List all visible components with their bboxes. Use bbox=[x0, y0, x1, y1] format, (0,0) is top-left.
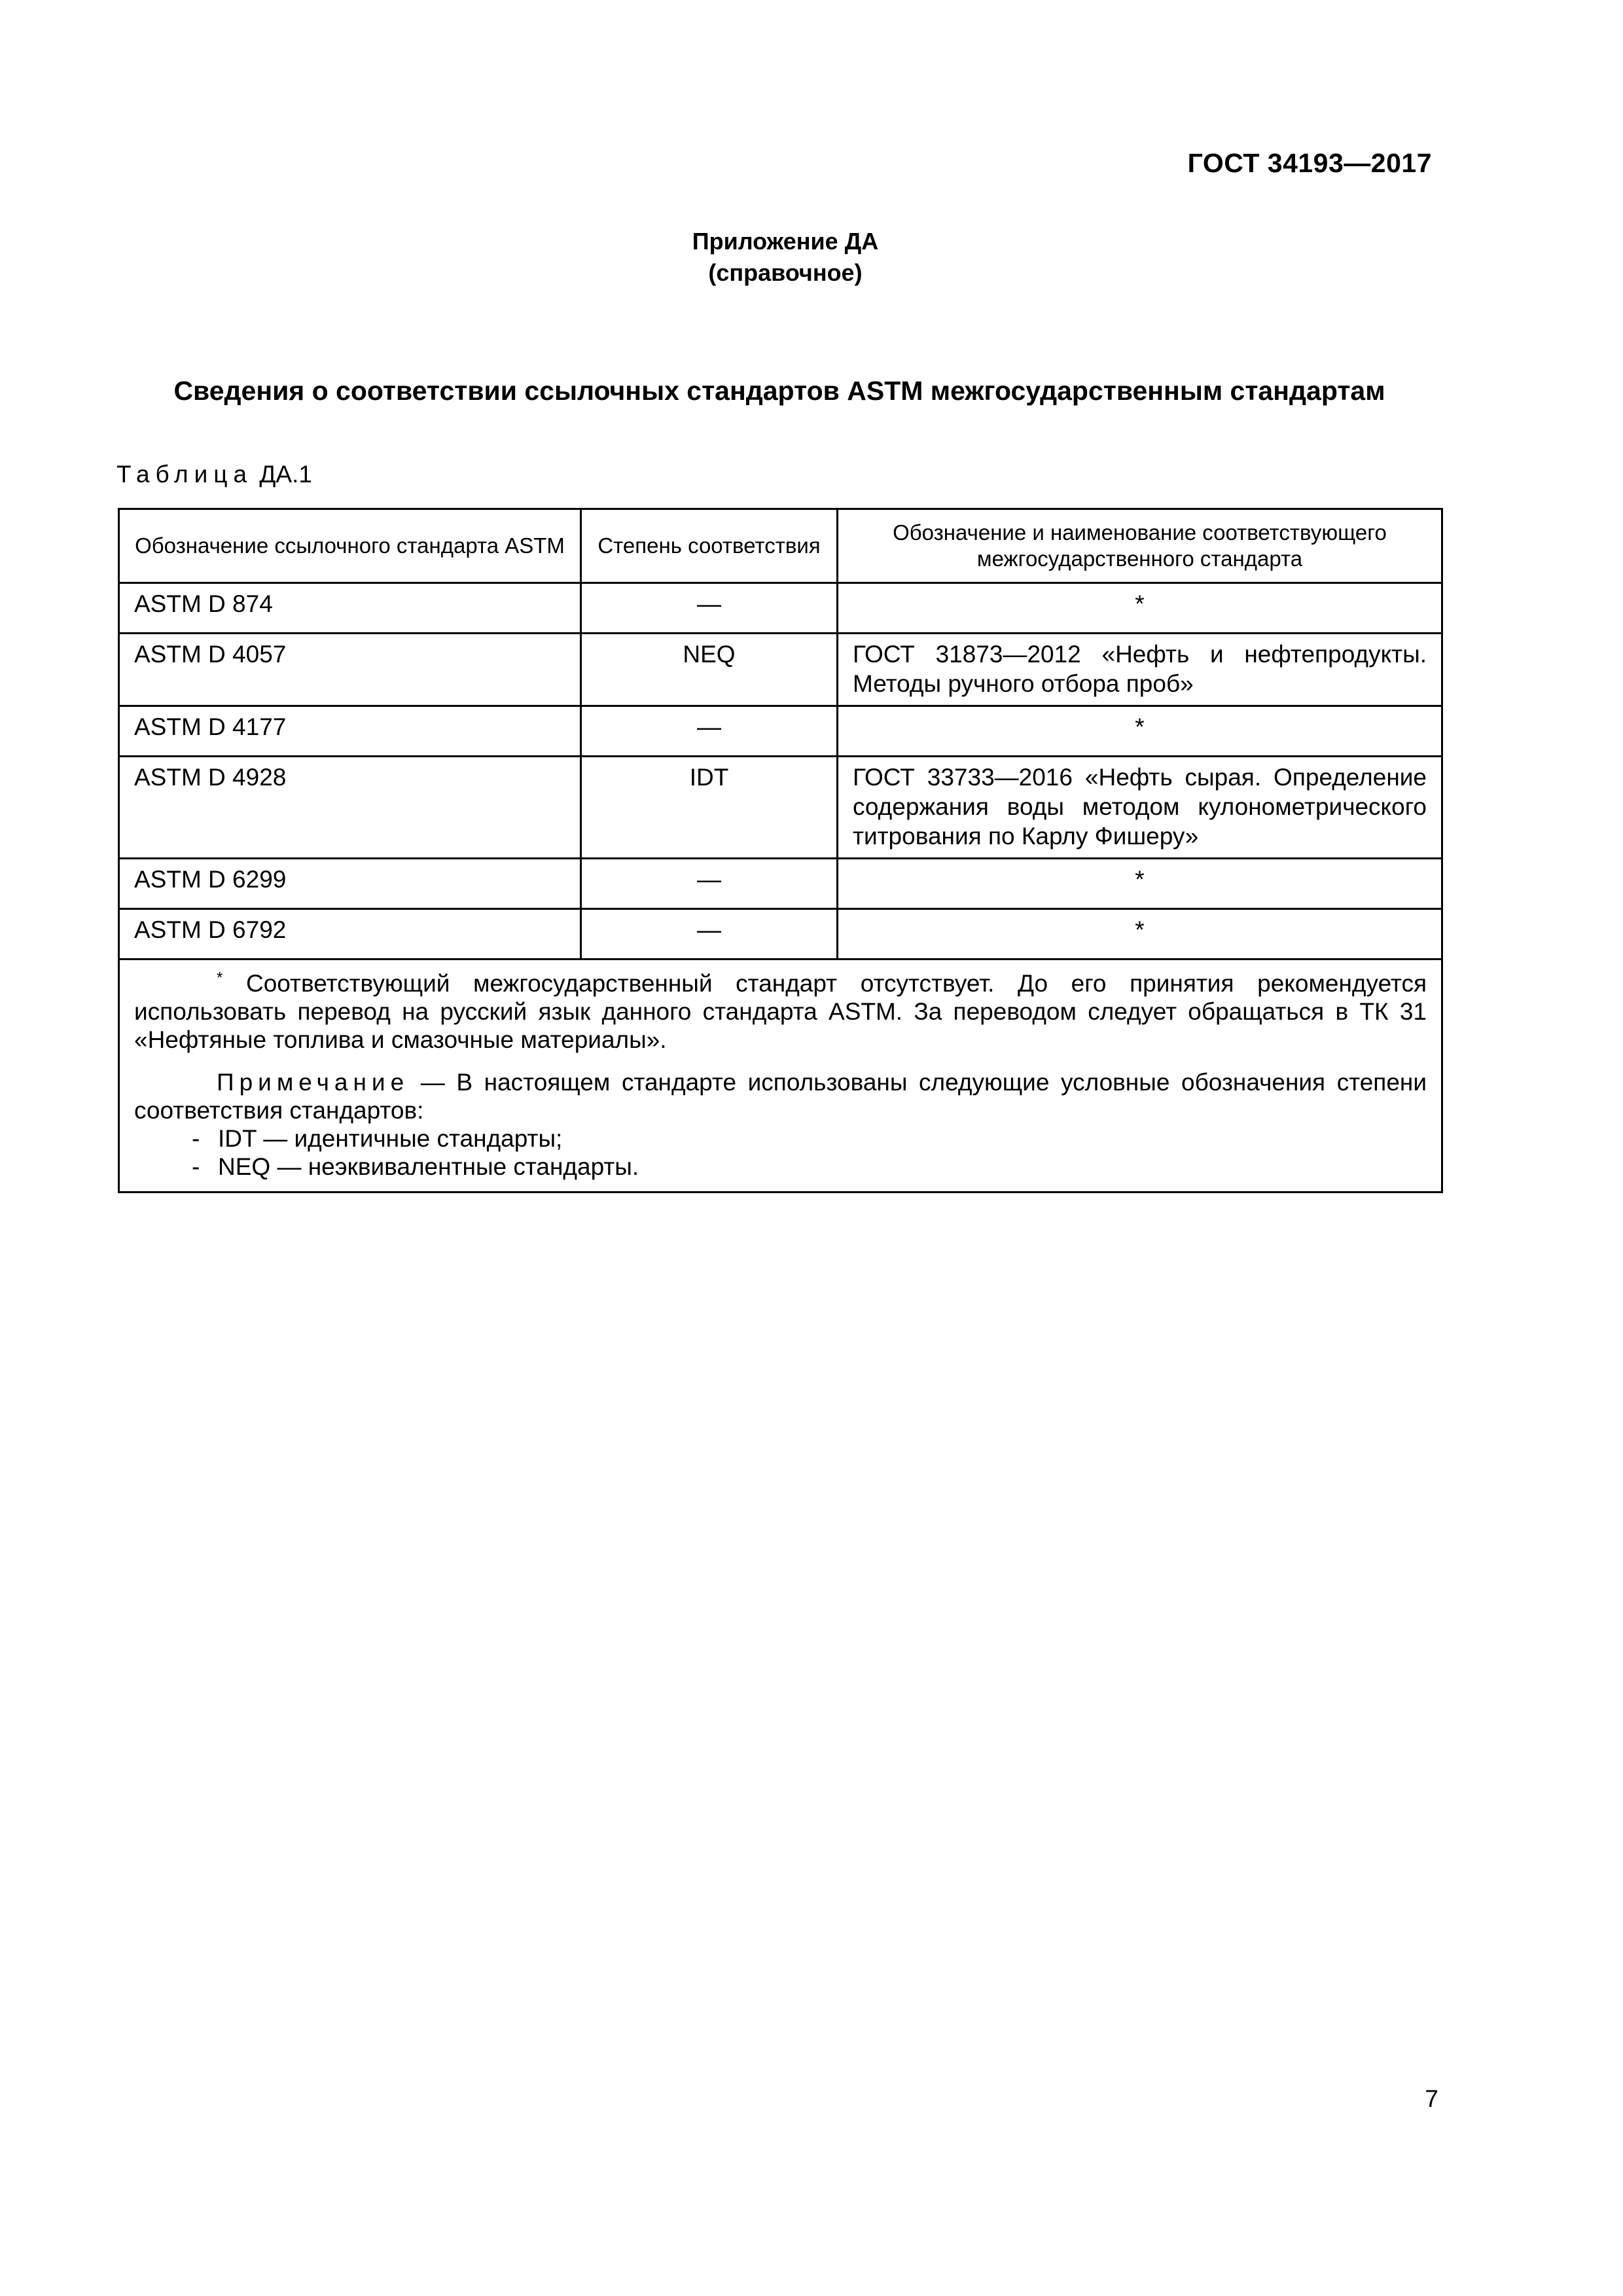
section-title: Сведения о соответствии ссылочных стандартов ASTM межгосударственным стандартам bbox=[173, 376, 1385, 406]
table-caption-word: Таблица bbox=[116, 461, 253, 488]
table-header-row bbox=[119, 509, 1442, 583]
table-footnote bbox=[134, 969, 1427, 1054]
list-dash: - bbox=[192, 1153, 200, 1180]
cell-gost: * bbox=[838, 909, 1442, 960]
cell-degree: — bbox=[581, 909, 838, 960]
table-row bbox=[119, 583, 1442, 634]
list-dash: - bbox=[192, 1125, 200, 1152]
cell-degree: — bbox=[581, 859, 838, 909]
cell-gost: * bbox=[838, 706, 1442, 757]
standards-correspondence-table bbox=[118, 508, 1443, 1193]
list-item bbox=[134, 1153, 1427, 1181]
table-caption-number: ДА.1 bbox=[259, 461, 312, 488]
note-label: Примечание bbox=[217, 1069, 410, 1096]
table-notes-cell bbox=[119, 960, 1442, 1193]
note-item-idt: IDT — идентичные стандарты; bbox=[218, 1125, 563, 1152]
cell-astm: ASTM D 6792 bbox=[119, 909, 581, 960]
appendix-kind: (справочное) bbox=[708, 259, 863, 286]
appendix-title: Приложение ДА bbox=[692, 228, 879, 255]
table-row bbox=[119, 909, 1442, 960]
cell-gost: ГОСТ 31873—2012 «Нефть и нефтепродукты. Методы ручного отбора проб» bbox=[838, 634, 1442, 706]
cell-astm: ASTM D 6299 bbox=[119, 859, 581, 909]
cell-degree: — bbox=[581, 583, 838, 634]
cell-gost: ГОСТ 33733—2016 «Нефть сырая. Определение содержания воды методом кулонометрического титрования по Карлу Фишеру» bbox=[838, 757, 1442, 859]
table-notes-row bbox=[119, 960, 1442, 1193]
cell-gost: * bbox=[838, 859, 1442, 909]
cell-degree: NEQ bbox=[581, 634, 838, 706]
table-row bbox=[119, 859, 1442, 909]
table-row bbox=[119, 706, 1442, 757]
cell-astm: ASTM D 4177 bbox=[119, 706, 581, 757]
document-code: ГОСТ 34193—2017 bbox=[1187, 148, 1432, 178]
cell-gost: * bbox=[838, 583, 1442, 634]
cell-astm: ASTM D 874 bbox=[119, 583, 581, 634]
cell-degree: — bbox=[581, 706, 838, 757]
table-note bbox=[134, 1068, 1427, 1124]
list-item bbox=[134, 1124, 1427, 1153]
table-row bbox=[119, 634, 1442, 706]
table-caption bbox=[116, 461, 312, 488]
footnote-mark: * bbox=[217, 969, 223, 987]
column-header-astm: Обозначение ссылочного стандарта ASTM bbox=[119, 509, 581, 583]
footnote-text: Соответствующий межгосударственный стандарт отсутствует. До его принятия рекомендуется использовать перевод на русский язык данного стандарта ASTM. За переводом следует обращаться в ТК 31 «Нефтяные топлива и смазочные материалы». bbox=[134, 970, 1427, 1053]
table-row bbox=[119, 757, 1442, 859]
column-header-degree: Степень соответствия bbox=[581, 509, 838, 583]
note-item-neq: NEQ — неэквивалентные стандарты. bbox=[218, 1153, 639, 1180]
column-header-gost: Обозначение и наименование соответствующего межгосударственного стандарта bbox=[838, 509, 1442, 583]
cell-astm: ASTM D 4928 bbox=[119, 757, 581, 859]
page-number: 7 bbox=[1425, 2085, 1438, 2112]
cell-astm: ASTM D 4057 bbox=[119, 634, 581, 706]
cell-degree: IDT bbox=[581, 757, 838, 859]
note-text: — В настоящем стандарте использованы следующие условные обозначения степени соответствия стандартов: bbox=[134, 1069, 1427, 1124]
